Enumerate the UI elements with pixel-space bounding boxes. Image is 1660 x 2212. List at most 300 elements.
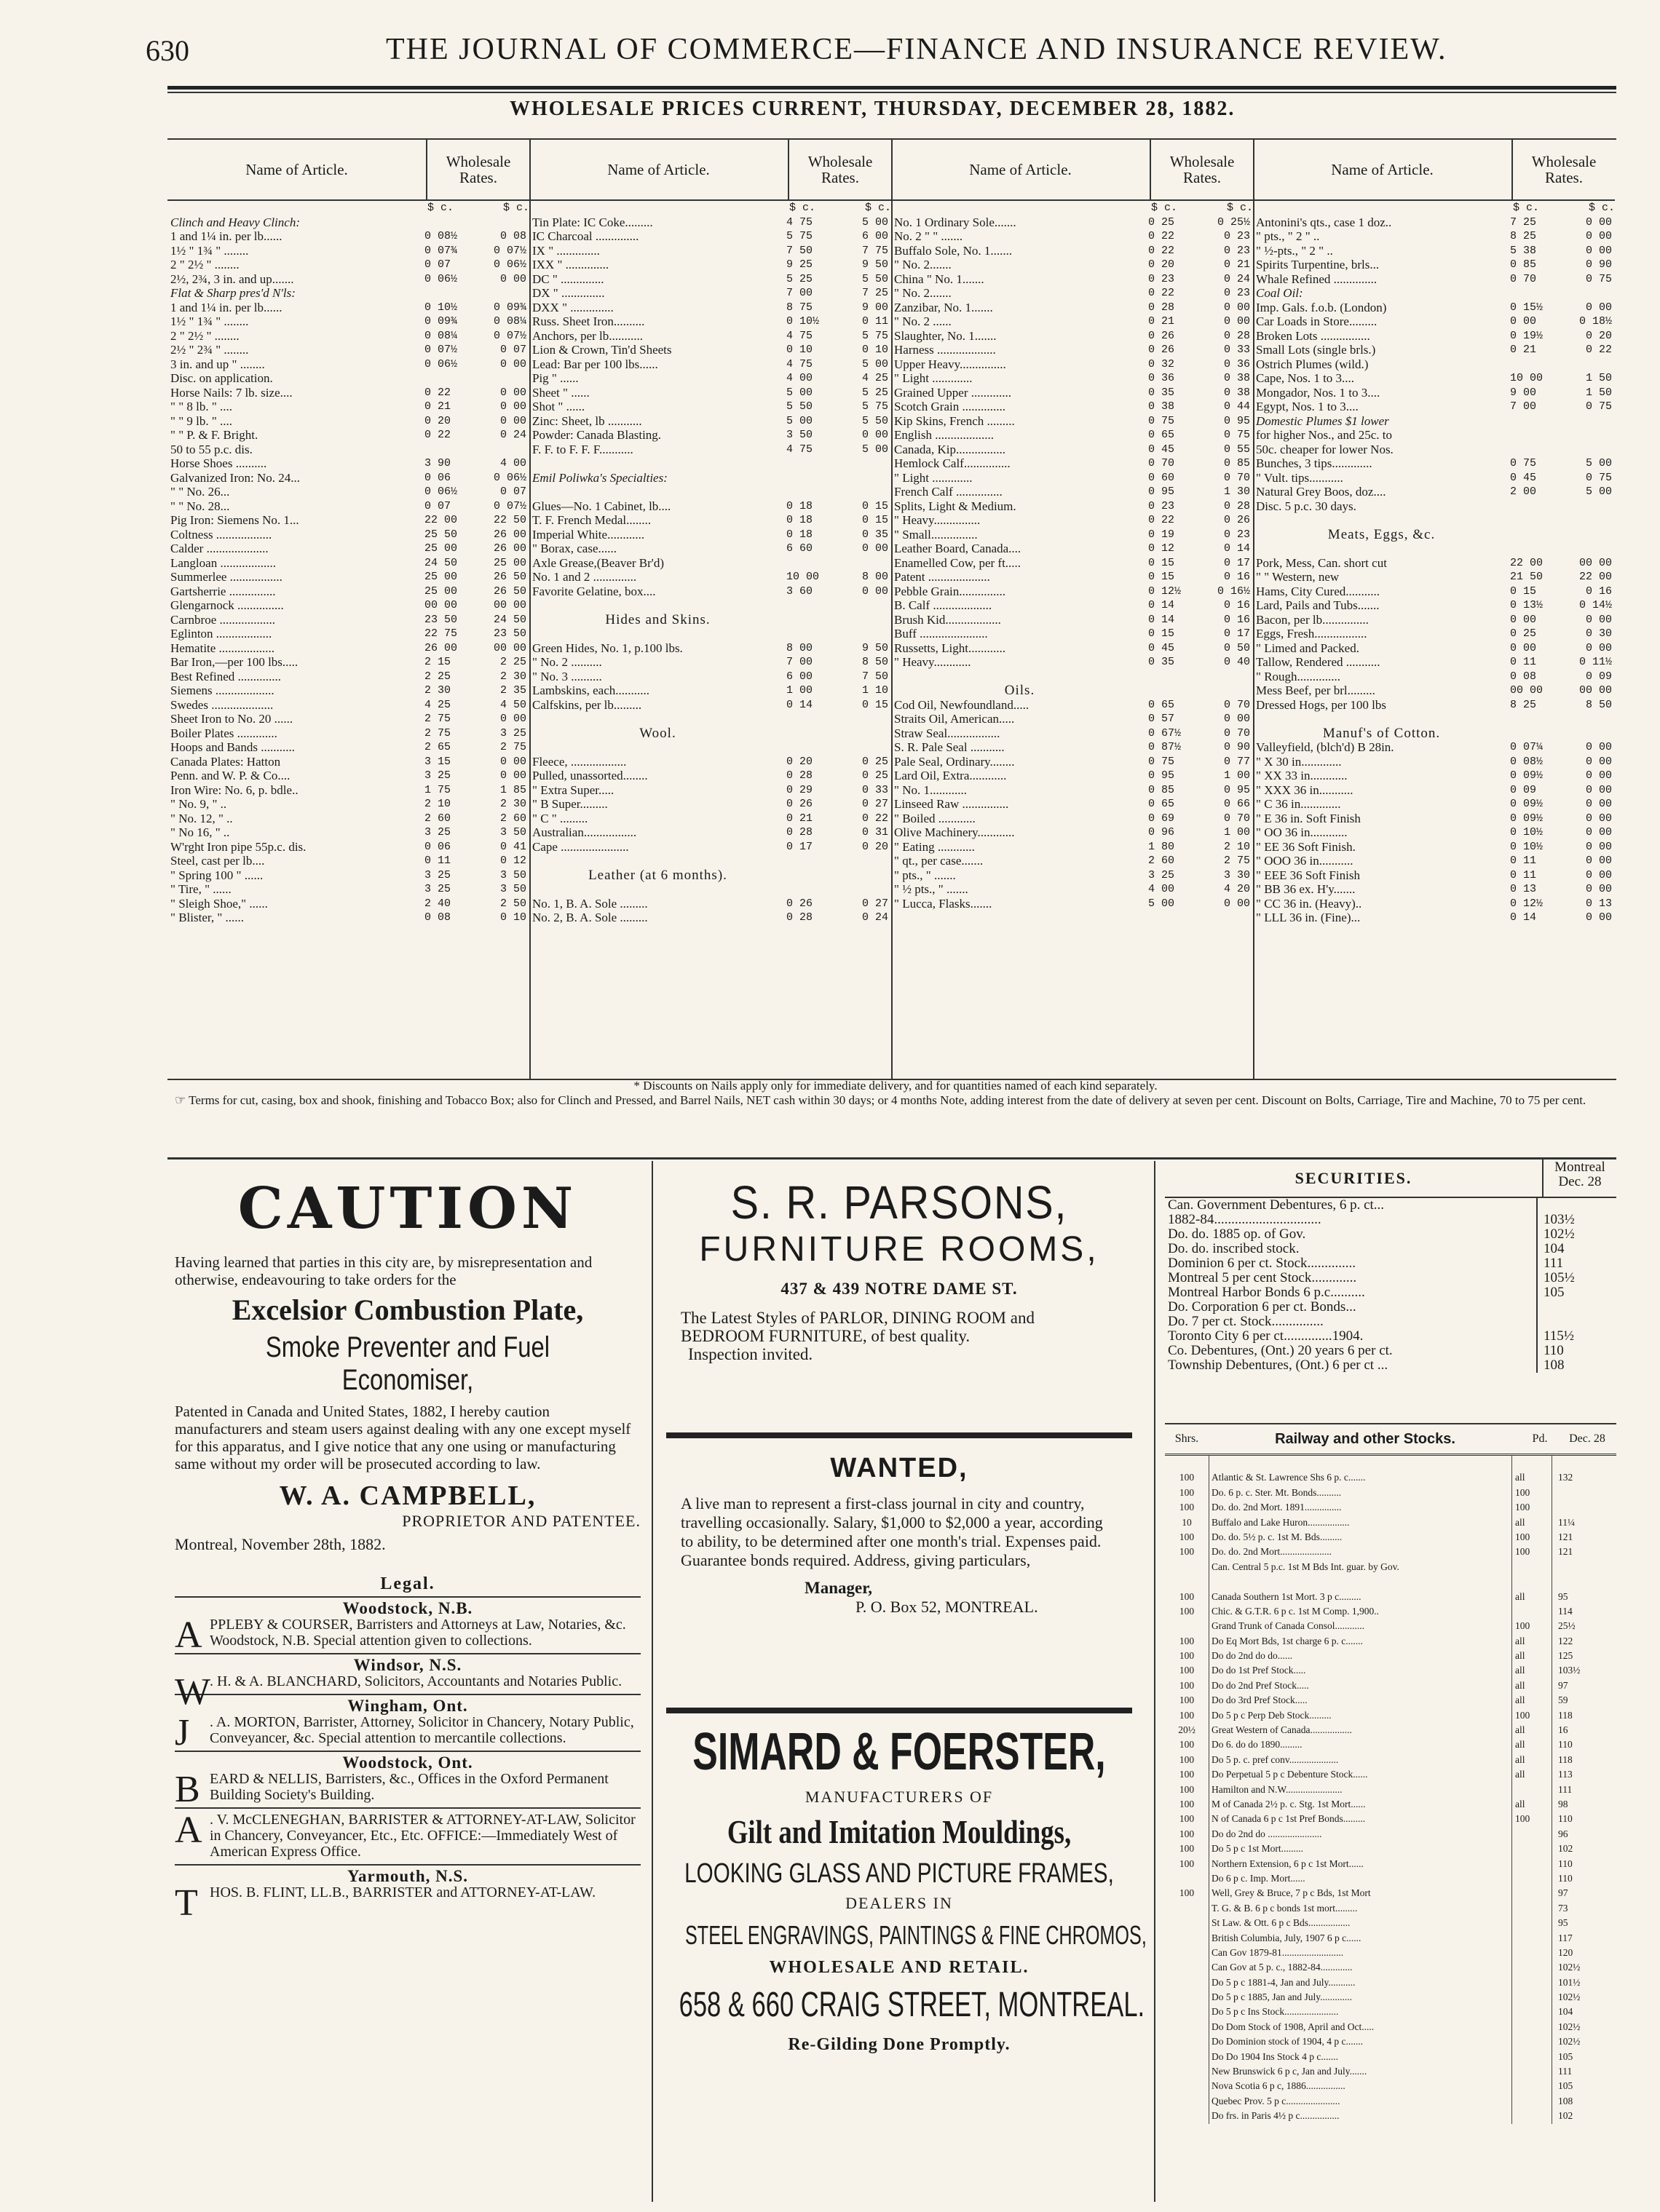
price-range: [422, 371, 526, 386]
railway-price: [1552, 1574, 1616, 1589]
price-high: 1 00: [1223, 826, 1250, 839]
price-low: 26 00: [424, 641, 458, 654]
article-name: " pts., " 2 " ..: [1256, 229, 1320, 243]
price-low: 0 10½: [424, 301, 458, 314]
railway-shares: 100: [1165, 1797, 1209, 1812]
railway-paid: all: [1512, 1649, 1552, 1663]
price-high: 0 75: [1585, 272, 1612, 285]
price-range: [783, 286, 888, 301]
article-name: Russetts, Light............: [894, 641, 1006, 655]
price-range: [1145, 868, 1250, 883]
article-name: No. 2, B. A. Sole .........: [532, 911, 648, 924]
price-low: 0 13: [1510, 883, 1537, 895]
railway-stock-name: Do 6. do do 1890.........: [1209, 1737, 1512, 1752]
caution-signature: W. A. CAMPBELL,: [279, 1480, 537, 1511]
price-high: 2 50: [499, 897, 526, 910]
price-row: [1256, 698, 1612, 713]
price-row: [894, 314, 1250, 329]
name-of-article-header: Name of Article.: [1253, 140, 1513, 199]
railway-row: [1165, 2109, 1616, 2123]
price-high: 0 00: [1585, 826, 1612, 839]
price-high: 0 26: [1223, 514, 1250, 526]
price-low: 0 75: [1510, 457, 1537, 469]
price-column-3: [891, 140, 1254, 1079]
price-low: 0 26: [1148, 329, 1175, 342]
price-range: [1145, 584, 1250, 599]
price-range: [1507, 314, 1612, 329]
price-high: 0 00: [499, 414, 526, 427]
railway-price: 102½: [1558, 1991, 1581, 2003]
section-heading: [1256, 528, 1612, 542]
price-high: 0 08¼: [493, 315, 526, 328]
price-high: 0 27: [861, 897, 888, 910]
article-name: " OOO 36 in...........: [1256, 854, 1353, 868]
price-range: [1145, 400, 1250, 414]
price-row: [170, 783, 526, 798]
railway-paid: [1512, 1990, 1552, 2005]
price-range: [783, 428, 888, 443]
security-value: 110: [1536, 1344, 1616, 1358]
price-range: [422, 683, 526, 698]
price-row: [1256, 456, 1612, 471]
railway-row: [1165, 1604, 1616, 1619]
price-range: [422, 627, 526, 641]
price-high: 0 00: [499, 769, 526, 782]
securities-row: [1165, 1315, 1616, 1329]
price-low: 6 60: [786, 542, 813, 555]
price-high: 0 20: [861, 840, 888, 853]
railway-shares: [1165, 1916, 1209, 1930]
price-range: [783, 897, 888, 911]
article-name: Best Refined ..............: [170, 669, 282, 683]
price-range: [783, 528, 888, 542]
simard-steel: STEEL ENGRAVINGS, PAINTINGS & FINE CHROMOS,: [685, 1920, 1147, 1950]
article-name: Green Hides, No. 1, p.100 lbs.: [532, 641, 683, 655]
price-range: [422, 655, 526, 670]
legal-city: Windsor, N.S.: [353, 1656, 462, 1674]
railway-stock-name: St Law. & Ott. 6 p c Bds.................: [1209, 1916, 1512, 1930]
masthead-rule-thin: [167, 92, 1616, 93]
railway-shares: 100: [1165, 1649, 1209, 1663]
railway-paid: all: [1512, 1723, 1552, 1737]
security-value: 104: [1536, 1242, 1616, 1256]
price-row: [170, 584, 526, 599]
price-row: [170, 386, 526, 400]
price-high: 0 33: [1223, 344, 1250, 356]
price-low: 3 60: [786, 584, 813, 598]
price-high: 0 00: [1585, 755, 1612, 768]
price-high: 0 16: [1223, 599, 1250, 611]
price-row: [532, 371, 888, 386]
article-name: Canada, Kip................: [894, 442, 1005, 456]
price-high: 0 25½: [1217, 215, 1250, 229]
price-row: [894, 556, 1250, 571]
price-row: [1256, 598, 1612, 613]
article-name: Hams, City Cured...........: [1256, 584, 1380, 598]
price-range: [1507, 371, 1612, 386]
railway-shares: 100: [1165, 1500, 1209, 1515]
price-row: [1256, 272, 1612, 287]
price-low: 0 21: [424, 400, 451, 413]
price-low: 0 20: [424, 414, 451, 427]
price-high: 00 00: [1578, 556, 1612, 569]
price-low: 9 25: [786, 258, 813, 271]
price-high: 0 15: [861, 499, 888, 512]
price-range: [1145, 485, 1250, 499]
price-range: [422, 229, 526, 244]
price-low: 0 07: [424, 499, 451, 512]
unit-label: $ c.: [789, 202, 816, 214]
price-low: 5 00: [1148, 897, 1175, 910]
price-high: 0 00: [1585, 741, 1612, 753]
railway-stock-name: Buffalo and Lake Huron.................: [1209, 1515, 1512, 1530]
price-high: 0 00: [1585, 641, 1612, 654]
railway-paid: all: [1512, 1663, 1552, 1678]
price-row: [532, 343, 888, 357]
unit-label: $ c.: [427, 202, 454, 214]
article-name: " " Western, new: [1256, 570, 1340, 584]
price-high: 0 30: [1585, 627, 1612, 640]
price-range: [422, 443, 526, 457]
railway-row: [1165, 1545, 1616, 1559]
railway-shares: 100: [1165, 1590, 1209, 1604]
price-row: [170, 613, 526, 627]
price-low: 0 10: [786, 344, 813, 356]
price-high: 2 75: [499, 741, 526, 753]
railway-stock-name: [1209, 1456, 1512, 1470]
article-name: [532, 712, 783, 726]
article-name: Carnbroe ..................: [170, 612, 276, 627]
price-high: 26 00: [493, 542, 526, 555]
railway-row: [1165, 1590, 1616, 1604]
price-high: 0 15: [861, 698, 888, 711]
article-name: Bunches, 3 tips.............: [1256, 456, 1372, 470]
railway-price: [1552, 1560, 1616, 1574]
price-high: 0 17: [1223, 556, 1250, 569]
railway-shares: 100: [1165, 1678, 1209, 1693]
price-column-4: [1253, 140, 1615, 1079]
price-low: 0 12: [1148, 542, 1175, 555]
price-row: [1256, 740, 1612, 755]
unit-label: $ c.: [864, 202, 891, 214]
price-low: 2 65: [424, 741, 451, 753]
price-high: 2 75: [1223, 855, 1250, 867]
railway-row: [1165, 1797, 1616, 1812]
price-range: [422, 400, 526, 414]
price-range: [1507, 868, 1612, 883]
price-range: [422, 897, 526, 911]
article-name: Cape ......................: [532, 839, 629, 854]
price-high: 2 25: [499, 656, 526, 668]
price-row: [894, 513, 1250, 528]
price-row: [1256, 712, 1612, 726]
article-name: " Blister, " ......: [170, 911, 245, 924]
nails-discount-note: * Discounts on Nails apply only for immediate delivery, and for quantities named of each kind separately.: [633, 1079, 1158, 1093]
price-range: [422, 456, 526, 471]
price-row: [1256, 812, 1612, 826]
railway-row: [1165, 1708, 1616, 1723]
price-range: [1507, 499, 1612, 514]
price-row: [1256, 613, 1612, 627]
price-range: [1145, 570, 1250, 584]
price-row: [532, 414, 888, 429]
article-name: " Tire, " ......: [170, 882, 232, 896]
price-range: [422, 882, 526, 897]
price-high: 8 00: [861, 571, 888, 583]
price-range: [783, 343, 888, 357]
railway-shares: [1165, 1960, 1209, 1975]
article-name: DXX " ..............: [532, 300, 614, 314]
price-high: 0 00: [1585, 883, 1612, 895]
price-range: [1507, 584, 1612, 599]
article-name: Tallow, Rendered ...........: [1256, 655, 1380, 669]
article-name: " Heavy............: [894, 655, 971, 669]
security-value: 102½: [1536, 1227, 1616, 1242]
price-row: [894, 301, 1250, 315]
article-name: Bar Iron,—per 100 lbs.....: [170, 655, 299, 669]
price-row: [1256, 471, 1612, 485]
price-range: [1145, 357, 1250, 372]
price-low: 0 26: [1148, 344, 1175, 356]
price-high: 4 50: [499, 698, 526, 711]
legal-firm-text: . V. McCLENEGHAN, BARRISTER & ATTORNEY-AT-LAW, Solicitor in Chancery, Conveyancer, Etc., Etc. OFFICE:—Immediately West of American Express Office.: [210, 1812, 636, 1860]
securities-row: [1165, 1227, 1616, 1242]
price-high: 0 38: [1223, 372, 1250, 384]
railway-price: 111: [1558, 2066, 1573, 2077]
article-name: " No. 2 ..........: [532, 655, 602, 669]
price-range: [422, 343, 526, 357]
railway-stock-name: Do. do. 5½ p. c. 1st M. Bds.........: [1209, 1530, 1512, 1545]
legal-drop-initial: T: [175, 1882, 198, 1924]
legal-card: [175, 1694, 641, 1751]
price-high: 0 28: [1223, 329, 1250, 342]
price-high: 0 23: [1223, 287, 1250, 299]
article-name: Dressed Hogs, per 100 lbs: [1256, 697, 1386, 712]
price-range: [422, 314, 526, 329]
security-name: Can. Government Debentures, 6 p. ct...: [1168, 1198, 1385, 1213]
price-low: 0 10½: [1510, 826, 1544, 839]
article-name: " CC 36 in. (Heavy)..: [1256, 896, 1362, 911]
units-row: [1253, 201, 1615, 215]
price-row: [532, 570, 888, 584]
article-name: French Calf ...............: [894, 485, 1003, 499]
railway-stock-name: Do. do. 2nd Mort.....................: [1209, 1545, 1512, 1559]
price-row: [532, 286, 888, 301]
price-range: [1507, 854, 1612, 868]
price-row: [1256, 882, 1612, 897]
article-name: " C 36 in.............: [1256, 797, 1341, 811]
article-name: " No. 2.......: [894, 286, 952, 300]
price-range: [1507, 627, 1612, 641]
legal-drop-initial: A: [175, 1614, 202, 1656]
article-name: " BB 36 ex. H'y.......: [1256, 882, 1356, 896]
railway-paid: [1512, 2050, 1552, 2064]
price-range: [422, 584, 526, 599]
price-range: [1507, 528, 1612, 542]
price-range: [1145, 471, 1250, 485]
price-high: 0 70: [1223, 698, 1250, 711]
price-high: 0 00: [499, 357, 526, 370]
article-name: Calfskins, per lb.........: [532, 697, 642, 712]
caution-notice: [175, 1176, 641, 1554]
price-range: [1507, 357, 1612, 372]
article-name: [532, 485, 783, 499]
price-high: 0 10: [499, 911, 526, 924]
railway-stock-name: Can. Central 5 p.c. 1st M Bds Int. guar. by Gov.: [1209, 1560, 1512, 1574]
price-range: [1145, 627, 1250, 641]
price-low: 0 11: [424, 855, 451, 867]
article-name: Linseed Raw ...............: [894, 797, 1009, 811]
price-low: 0 06½: [424, 485, 458, 498]
price-high: 0 90: [1223, 741, 1250, 753]
price-high: 0 70: [1223, 471, 1250, 484]
price-low: 0 26: [786, 897, 813, 910]
railway-paid: [1512, 2109, 1552, 2123]
price-high: 0 09: [1585, 670, 1612, 683]
price-row: [170, 371, 526, 386]
price-row: [170, 712, 526, 726]
price-range: [1145, 712, 1250, 726]
price-high: 26 50: [493, 584, 526, 598]
security-name: Do. do. 1885 op. of Gov.: [1168, 1227, 1306, 1242]
article-name: " " 8 lb. " ....: [170, 400, 233, 413]
price-range: [1145, 542, 1250, 556]
railway-paid: [1512, 2005, 1552, 2019]
railway-paid: all: [1512, 1767, 1552, 1782]
price-low: 3 25: [424, 868, 451, 881]
price-row: [170, 414, 526, 429]
price-row: [894, 627, 1250, 641]
price-low: 22 00: [1510, 556, 1544, 569]
railway-shares: 100: [1165, 1604, 1209, 1619]
price-range: [1145, 797, 1250, 812]
article-name: Tin Plate: IC Coke.........: [532, 215, 653, 229]
railway-paid: [1512, 1842, 1552, 1856]
price-row: [170, 812, 526, 826]
price-row: [170, 272, 526, 287]
railway-stock-name: Canada Southern 1st Mort. 3 p c.........: [1209, 1590, 1512, 1604]
article-name: " XX 33 in............: [1256, 769, 1348, 782]
price-low: 0 70: [1148, 457, 1175, 469]
price-row: [894, 726, 1250, 741]
railway-paid: 100: [1512, 1530, 1552, 1545]
price-low: 3 90: [424, 457, 451, 469]
security-name: Montreal 5 per cent Stock.............: [1168, 1271, 1357, 1285]
article-name: " " No. 26...: [170, 485, 230, 499]
railway-paid: [1512, 1560, 1552, 1574]
railway-shares: 100: [1165, 1886, 1209, 1900]
price-range: [783, 229, 888, 244]
price-row: [894, 670, 1250, 684]
price-low: 0 28: [786, 826, 813, 839]
price-low: 22 75: [424, 627, 458, 640]
railway-shares: [1165, 2050, 1209, 2064]
article-name: Australian.................: [532, 825, 637, 839]
journal-title: THE JOURNAL OF COMMERCE—FINANCE AND INSURANCE REVIEW.: [386, 33, 1447, 66]
article-name: Imperial White............: [532, 527, 645, 542]
price-high: 00 00: [493, 599, 526, 611]
railway-paid: all: [1512, 1590, 1552, 1604]
price-row: [170, 882, 526, 897]
railway-shares: 100: [1165, 1693, 1209, 1708]
price-low: 5 75: [786, 230, 813, 242]
railway-paid: 100: [1512, 1812, 1552, 1826]
security-value: 105½: [1536, 1271, 1616, 1285]
units-values: [424, 201, 529, 215]
price-low: 0 26: [786, 798, 813, 810]
article-name: No. 1, B. A. Sole .........: [532, 896, 648, 911]
price-row: [532, 911, 888, 925]
price-low: 4 75: [786, 357, 813, 370]
security-name: 1882-84...............................: [1168, 1213, 1321, 1227]
price-range: [1507, 670, 1612, 684]
article-name: IC Charcoal ..............: [532, 229, 639, 243]
price-low: 0 29: [786, 783, 813, 796]
railway-price: 118: [1558, 1709, 1573, 1721]
article-name: " No. 2 ......: [894, 314, 952, 328]
price-high: 22 00: [1578, 571, 1612, 583]
price-low: 0 21: [1510, 344, 1537, 356]
article-name: [1256, 513, 1507, 528]
price-range: [783, 513, 888, 528]
price-row: [532, 528, 888, 542]
price-low: 2 25: [424, 670, 451, 683]
railway-row: [1165, 1842, 1616, 1856]
price-row: [532, 542, 888, 556]
price-high: 0 24: [499, 429, 526, 441]
railway-paid: [1512, 2094, 1552, 2109]
price-row: [532, 627, 888, 641]
railway-price: 95: [1558, 1917, 1568, 1929]
price-range: [1507, 683, 1612, 698]
article-name: 1 and 1¼ in. per lb......: [170, 300, 282, 314]
price-range: [783, 882, 888, 897]
railway-row: [1165, 1857, 1616, 1871]
article-name: Lard, Pails and Tubs.......: [1256, 598, 1380, 612]
security-value: [1536, 1315, 1616, 1329]
price-low: 0 12½: [1148, 584, 1182, 598]
article-name: " OO 36 in............: [1256, 825, 1348, 839]
article-name: Imp. Gals. f.o.b. (London): [1256, 300, 1387, 314]
price-range: [1145, 343, 1250, 357]
price-high: 2 30: [499, 798, 526, 810]
price-high: 0 00: [1223, 713, 1250, 725]
price-high: 0 00: [861, 429, 888, 441]
price-high: 0 00: [1585, 798, 1612, 810]
price-row: [894, 825, 1250, 840]
price-range: [783, 556, 888, 571]
masthead-rule: [167, 86, 1616, 90]
price-range: [1145, 613, 1250, 627]
railway-stock-name: Do Perpetual 5 p c Debenture Stock......: [1209, 1767, 1512, 1782]
railway-paid: [1512, 1871, 1552, 1886]
price-row: [1256, 840, 1612, 855]
price-range: [1507, 329, 1612, 344]
article-name: Hematite ..................: [170, 641, 275, 655]
price-range: [422, 428, 526, 443]
wholesale-rates-header: Wholesale Rates.: [446, 153, 511, 186]
railway-stock-name: Do frs. in Paris 4½ p c................: [1209, 2109, 1512, 2123]
price-high: 0 00: [1585, 783, 1612, 796]
railway-row: [1165, 1990, 1616, 2005]
price-row: [532, 258, 888, 272]
price-low: 3 25: [424, 826, 451, 839]
article-name: Splits, Light & Medium.: [894, 499, 1016, 513]
article-name: F. F. to F. F. F...........: [532, 442, 633, 456]
price-row: [532, 386, 888, 400]
article-name: Canada Plates: Hatton: [170, 754, 281, 769]
article-name: IXX " ..............: [532, 258, 609, 271]
